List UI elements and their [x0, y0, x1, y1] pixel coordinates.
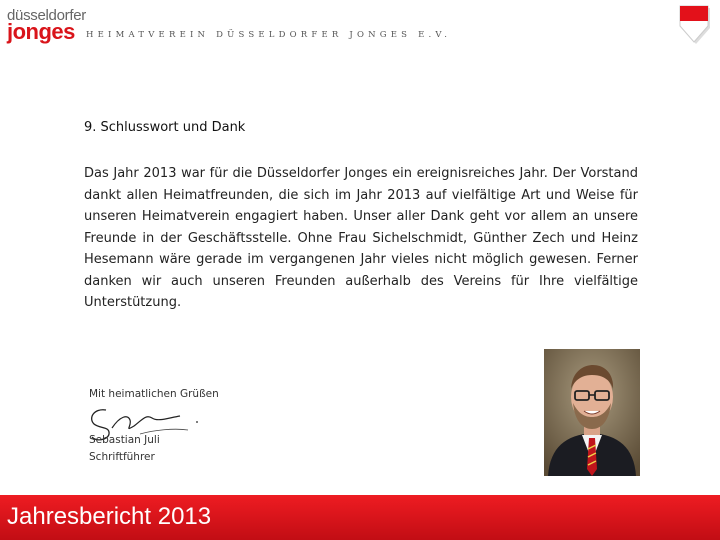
signer-role: Schriftführer: [89, 451, 155, 463]
footer-title: Jahresbericht 2013: [7, 503, 212, 530]
logo-text-bottom: jonges: [7, 19, 75, 44]
signer-name: Sebastian Juli: [89, 434, 160, 446]
closing-greeting: Mit heimatlichen Grüßen: [89, 388, 219, 400]
logo-text-top: düsseldorfer: [7, 7, 86, 24]
section-heading: 9. Schlusswort und Dank: [84, 120, 246, 135]
portrait-photo: [544, 349, 640, 476]
brand-logo: [7, 8, 86, 43]
organization-tagline: HEIMATVEREIN DÜSSELDORFER JONGES E.V.: [86, 30, 452, 40]
coat-of-arms-icon: [678, 4, 714, 48]
closing-paragraph: Das Jahr 2013 war für die Düsseldorfer Jonges ein ereignisreiches Jahr. Der Vorstand dankt allen Heimatfreunden, die sich im Jahr 2013 auf vielfältige Art und Weise für unseren Heimatverein engagiert haben. Unser aller Dank geht vor allem an unsere Freunde in der Geschäftsstelle. Ohne Frau Sichelschmidt, Günther Zech und Heinz Hesemann wäre gerade im vergangenen Jahr vieles nicht möglich gewesen. Ferner danken wir auch unseren Freunden außerhalb des Vereins für Ihre vielfältige Unterstützung.: [84, 166, 638, 310]
